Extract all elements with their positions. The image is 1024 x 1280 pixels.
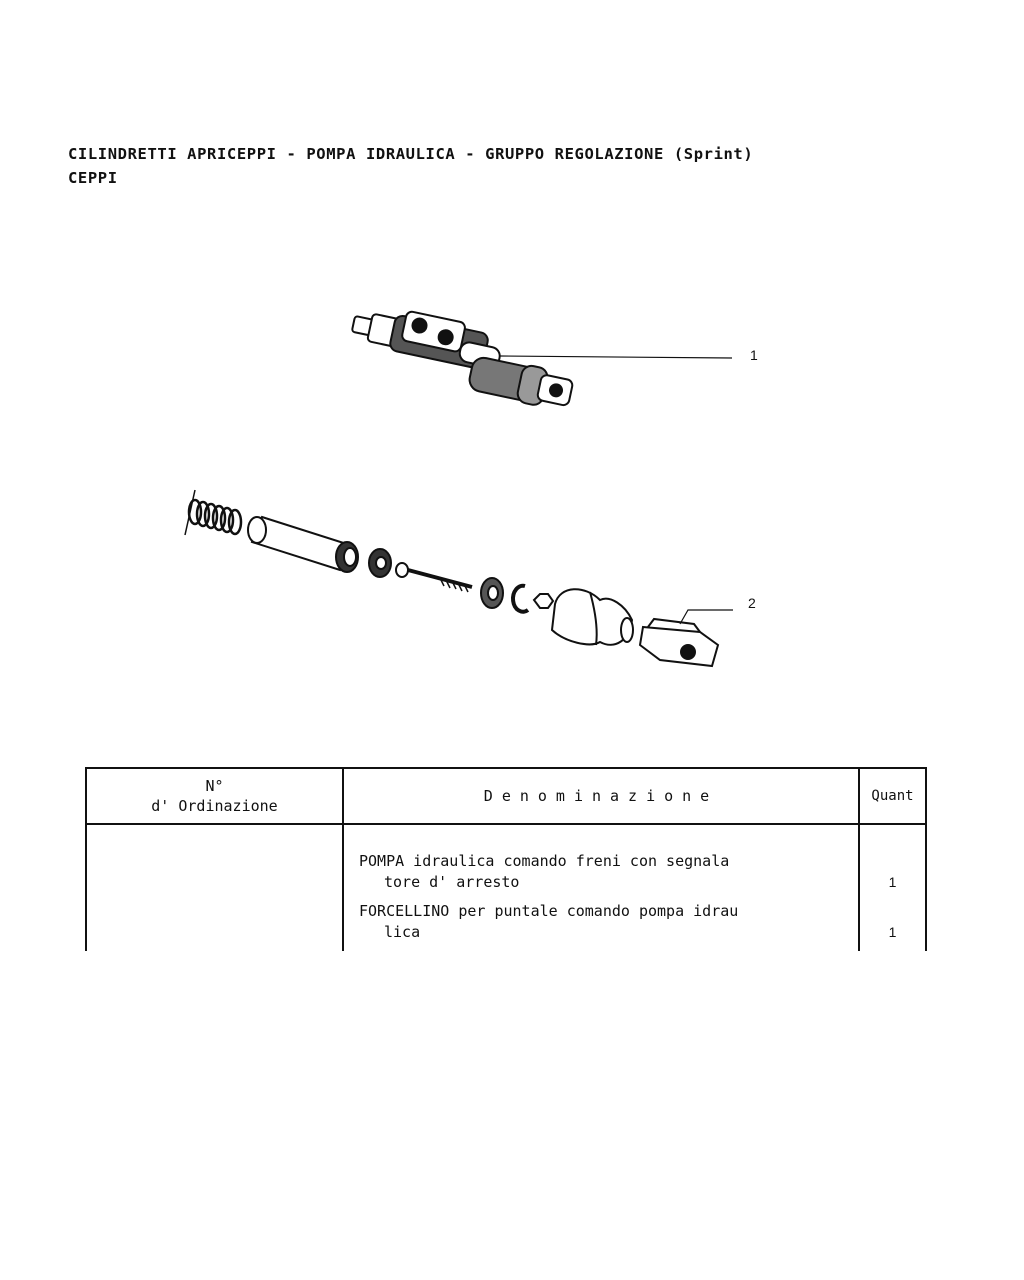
table-row [359,901,858,943]
quantity-value: 1 [888,874,897,890]
column-header-number-line-1: N° [205,777,224,795]
piston-drawing [248,517,358,572]
description-line-1: POMPA idraulica comando freni con segnala [359,852,730,870]
column-header-order-number [86,768,343,824]
description-line-2: tore d' arresto [384,873,520,891]
circlip-drawing [513,586,528,612]
table-row [359,851,858,893]
description-line-2: lica [384,923,421,941]
callout-2: 2 [748,595,756,611]
page-title-line-2: CEPPI [68,169,118,187]
clevis-fork-drawing [640,619,718,666]
quantity-value: 1 [888,924,897,940]
spring-drawing [185,490,241,535]
description-line-1: FORCELLINO per puntale comando pompa idrau [359,902,739,920]
callout-leader-2 [680,610,733,624]
table-header-row [86,768,926,824]
exploded-parts-drawing [185,490,718,666]
rubber-boot-drawing [552,589,633,645]
column-header-denomination: Denominazione [343,768,859,824]
callout-1: 1 [750,347,758,363]
description-cell [343,824,859,951]
page-title-line-1: CILINDRETTI APRICEPPI - POMPA IDRAULICA - GRUPPO REGOLAZIONE (Sprint) [68,145,754,163]
quantity-cell [859,824,926,951]
seal-drawing [369,549,391,577]
column-header-quantity: Quant [859,768,926,824]
column-header-number-line-2: d' Ordinazione [151,797,278,815]
callout-leader-1 [500,356,732,358]
push-rod-drawing [396,563,472,592]
order-number-cell [86,824,343,951]
table-body-row [86,824,926,951]
parts-table [85,767,927,951]
washer-drawing [481,578,503,608]
nut-drawing [534,594,553,608]
